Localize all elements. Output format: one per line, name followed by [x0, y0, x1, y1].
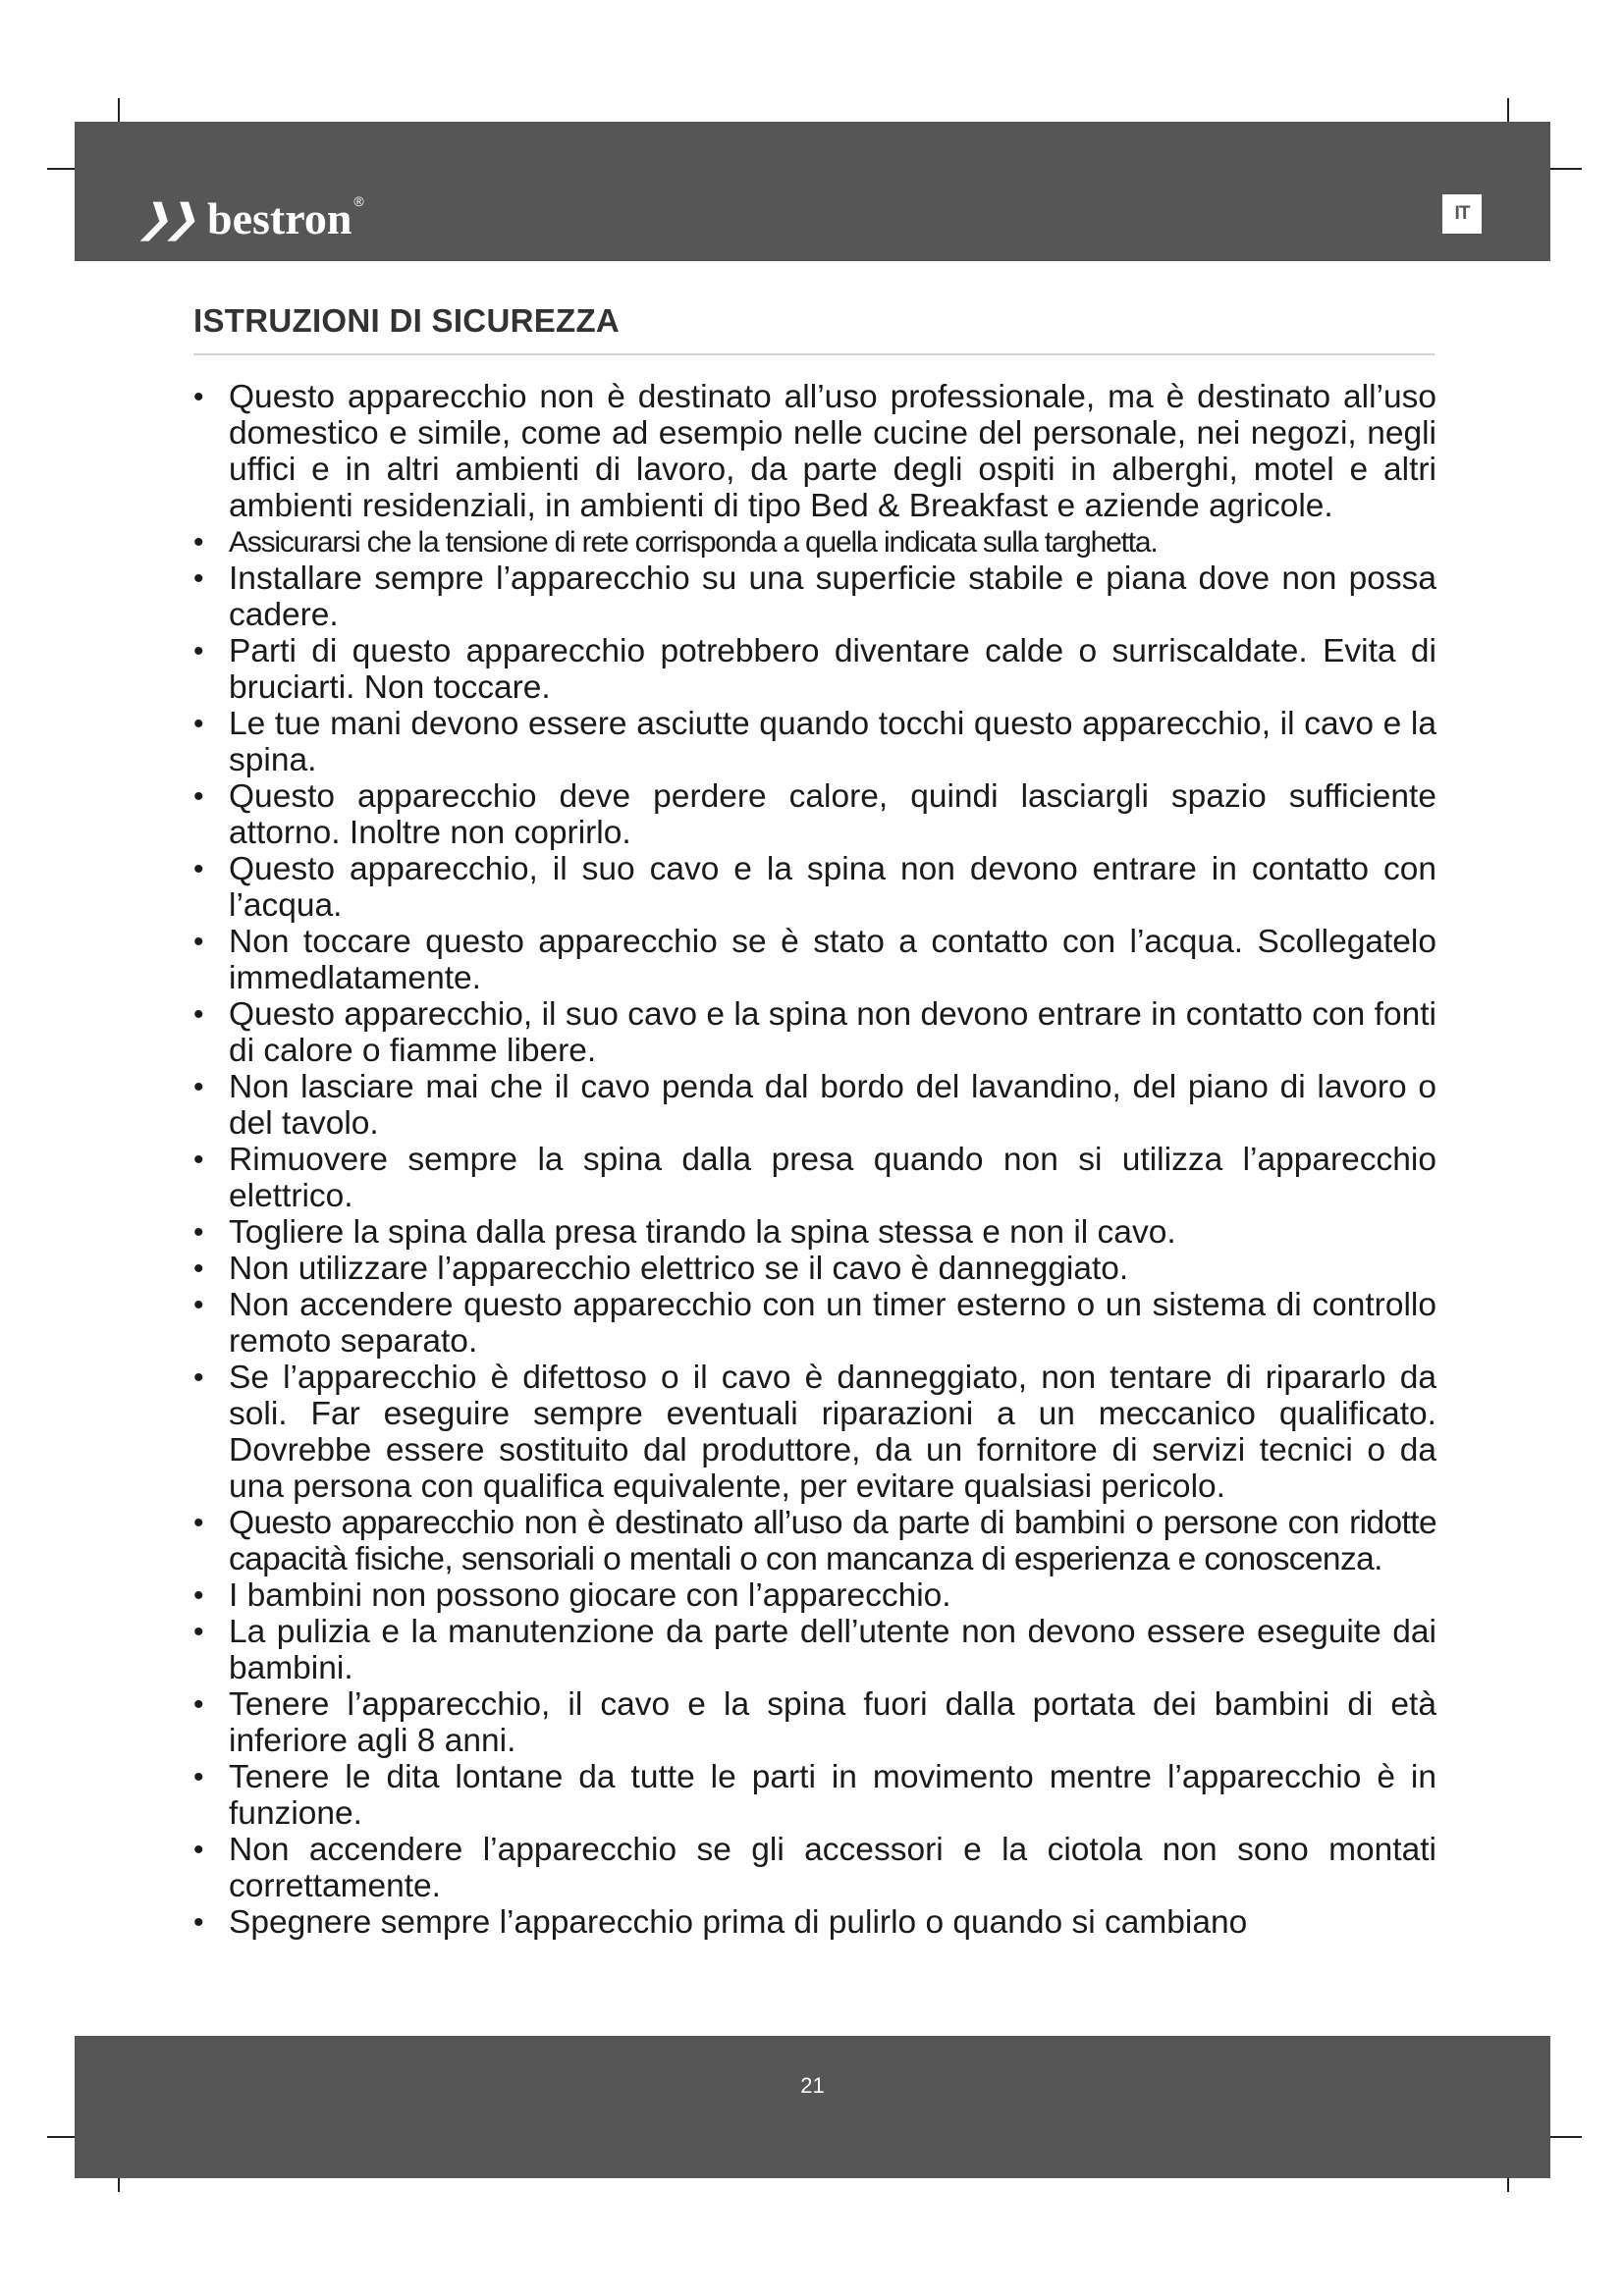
list-item: • Non utilizzare l’apparecchio elettrico se il cavo è danneggiato. — [193, 1251, 1436, 1287]
list-item: • Installare sempre l’apparecchio su una superficie stabile e piana dove non possa cadere. — [193, 561, 1436, 633]
list-item: • Non toccare questo apparecchio se è stato a contatto con l’acqua. Scollegatelo immedlatamente. — [193, 924, 1436, 996]
list-item: • Rimuovere sempre la spina dalla presa quando non si utilizza l’apparecchio elettrico. — [193, 1142, 1436, 1214]
registered-mark: ® — [353, 192, 364, 209]
safety-instructions-list — [193, 379, 1436, 1941]
double-chevron-icon: ❯❯ — [134, 195, 203, 241]
list-item: • Questo apparecchio non è destinato all’uso da parte di bambini o persone con ridotte capacità fisiche, sensoriali o mentali o con mancanza di esperienza e conoscenza. — [193, 1505, 1436, 1577]
list-item: • Spegnere sempre l’apparecchio prima di pulirlo o quando si cambiano — [193, 1904, 1436, 1941]
list-item: • Tenere l’apparecchio, il cavo e la spina fuori dalla portata dei bambini di età inferiore agli 8 anni. — [193, 1686, 1436, 1759]
page-header — [75, 122, 1550, 261]
list-item: • Le tue mani devono essere asciutte quando tocchi questo apparecchio, il cavo e la spina. — [193, 706, 1436, 778]
list-item: • Questo apparecchio deve perdere calore, quindi lasciargli spazio sufficiente attorno. Inoltre non coprirlo. — [193, 778, 1436, 851]
list-item: • Questo apparecchio, il suo cavo e la spina non devono entrare in contatto con fonti di calore o fiamme libere. — [193, 996, 1436, 1069]
title-divider — [193, 353, 1435, 355]
brand-name: bestron — [207, 193, 352, 243]
list-item: • Non accendere questo apparecchio con un timer esterno o un sistema di controllo remoto separato. — [193, 1287, 1436, 1360]
list-item: • Parti di questo apparecchio potrebbero diventare calde o surriscaldate. Evita di bruciarti. Non toccare. — [193, 633, 1436, 706]
list-item: • I bambini non possono giocare con l’apparecchio. — [193, 1577, 1436, 1614]
brand-logo — [134, 192, 364, 244]
list-item: • Non lasciare mai che il cavo penda dal bordo del lavandino, del piano di lavoro o del tavolo. — [193, 1069, 1436, 1142]
page-number: 21 — [800, 2073, 825, 2098]
list-item: • Questo apparecchio non è destinato all’uso professionale, ma è destinato all’uso domestico e simile, come ad esempio nelle cucine del personale, nei negozi, negli uffici e in altri ambienti di lavoro, da parte degli ospiti in alberghi, motel e altri ambienti residenziali, in ambienti di tipo Bed & Breakfast e aziende agricole. — [193, 379, 1436, 524]
page-footer — [75, 2036, 1550, 2178]
list-item: • Togliere la spina dalla presa tirando la spina stessa e non il cavo. — [193, 1214, 1436, 1251]
list-item: • Assicurarsi che la tensione di rete corrisponda a quella indicata sulla targhetta. — [193, 524, 1436, 561]
list-item: • La pulizia e la manutenzione da parte dell’utente non devono essere eseguite dai bambini. — [193, 1614, 1436, 1686]
list-item: • Non accendere l’apparecchio se gli accessori e la ciotola non sono montati correttamente. — [193, 1832, 1436, 1904]
list-item: • Tenere le dita lontane da tutte le parti in movimento mentre l’apparecchio è in funzione. — [193, 1759, 1436, 1832]
language-badge: IT — [1442, 194, 1482, 234]
list-item: • Se l’apparecchio è difettoso o il cavo è danneggiato, non tentare di ripararlo da soli. Far eseguire sempre eventuali riparazioni a un meccanico qualificato. Dovrebbe essere sostituito dal produttore, da un fornitore di servizi tecnici o da una persona con qualifica equivalente, per evitare qualsiasi pericolo. — [193, 1360, 1436, 1505]
list-item: • Questo apparecchio, il suo cavo e la spina non devono entrare in contatto con l’acqua. — [193, 851, 1436, 924]
section-title: ISTRUZIONI DI SICUREZZA — [193, 302, 621, 339]
